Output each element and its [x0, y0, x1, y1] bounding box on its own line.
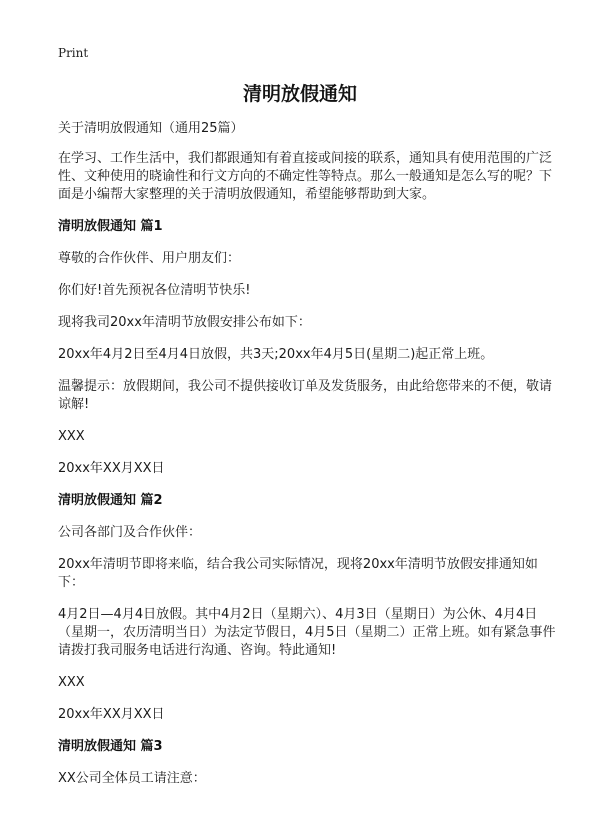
paragraph: 4月2日—4月4日放假。其中4月2日（星期六）、4月3日（星期日）为公休、4月4日（星期一，农历清明当日）为法定节假日，4月5日（星期二）正常上班。如有紧急事件请拨打我司服务电话进行沟通、咨询。特此通知! — [58, 607, 556, 658]
date-line: 20xx年XX月XX日 — [58, 707, 165, 722]
paragraph: 尊敬的合作伙伴、用户朋友们： — [58, 251, 241, 266]
signature: XXX — [58, 675, 85, 690]
print-label: Print — [58, 46, 89, 60]
document-body — [58, 120, 558, 788]
section-heading: 清明放假通知 篇1 — [58, 219, 163, 234]
paragraph: 温馨提示：放假期间，我公司不提供接收订单及发货服务，由此给您带来的不便，敬请谅解! — [58, 379, 553, 412]
paragraph: XX公司全体员工请注意： — [58, 771, 206, 786]
paragraph: 现将我司20xx年清明节放假安排公布如下： — [58, 315, 311, 330]
signature: XXX — [58, 429, 85, 444]
paragraph: 公司各部门及合作伙伴： — [58, 525, 202, 540]
date-line: 20xx年XX月XX日 — [58, 461, 165, 476]
intro-paragraph: 在学习、工作生活中，我们都跟通知有着直接或间接的联系，通知具有使用范围的广泛性、文种使用的晓谕性和行文方向的不确定性等特点。那么一般通知是怎么写的呢？下面是小编帮大家整理的关于清明放假通知，希望能够帮助到大家。 — [58, 151, 553, 202]
section-heading: 清明放假通知 篇3 — [58, 739, 163, 754]
section-heading: 清明放假通知 篇2 — [58, 493, 163, 508]
document-title: 清明放假通知 — [242, 83, 357, 105]
paragraph: 你们好!首先预祝各位清明节快乐! — [58, 283, 251, 298]
paragraph: 20xx年清明节即将来临，结合我公司实际情况，现将20xx年清明节放假安排通知如下： — [58, 557, 538, 590]
paragraph: 20xx年4月2日至4月4日放假，共3天;20xx年4月5日(星期二)起正常上班。 — [58, 347, 494, 362]
document-subtitle: 关于清明放假通知（通用25篇） — [58, 121, 244, 136]
